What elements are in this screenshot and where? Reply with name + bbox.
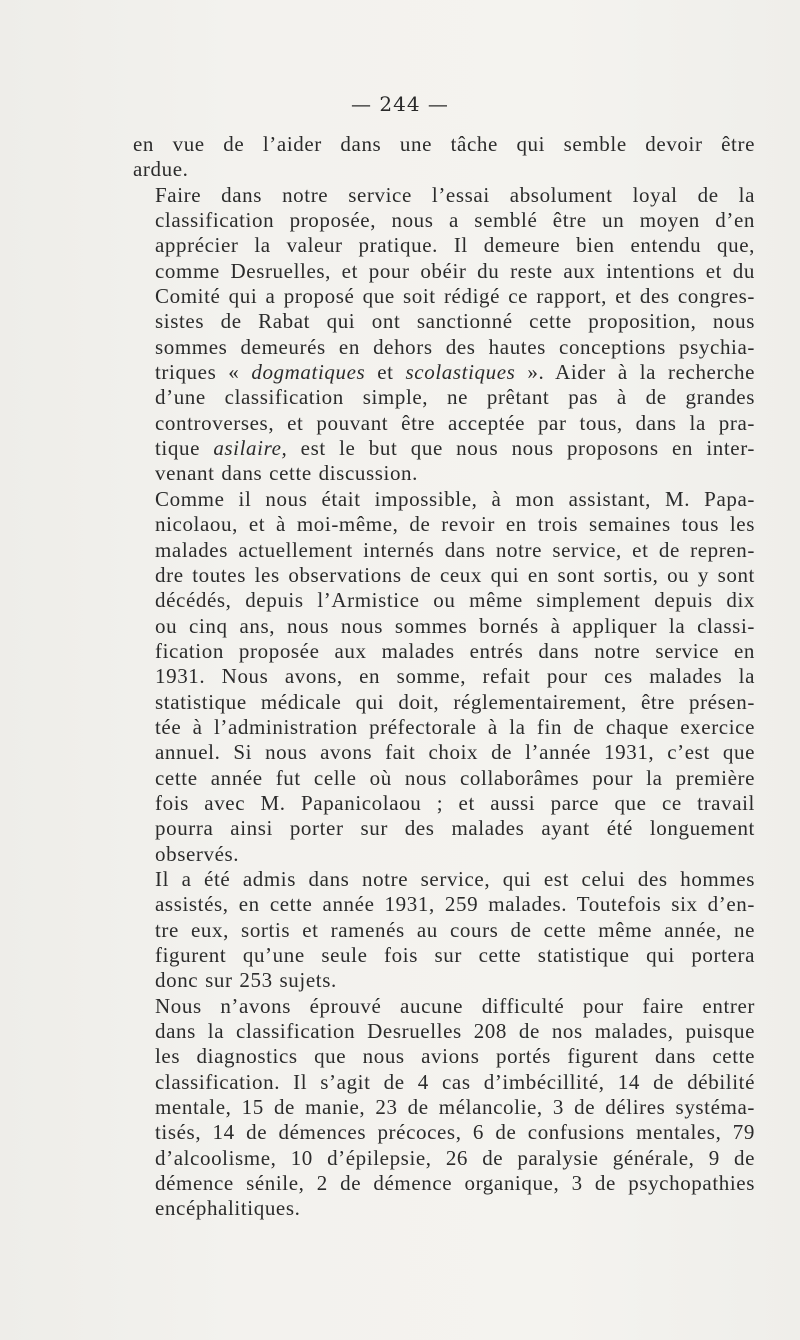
text-run: figurent qu’une seule fois sur cette statistique qui portera bbox=[155, 943, 755, 967]
text-line bbox=[133, 1044, 755, 1069]
paragraph bbox=[133, 994, 755, 1222]
italic-text: dogmatiques bbox=[251, 360, 366, 385]
text-run: fois avec M. Papanicolaou ; et aussi parce que ce travail bbox=[155, 790, 755, 815]
text-run: ». Aider à la recherche bbox=[515, 360, 755, 385]
text-run: 1931. Nous avons, en somme, refait pour ces malades la bbox=[155, 664, 755, 689]
text-run: tre eux, sortis et ramenés au cours de cette même année, ne bbox=[155, 917, 755, 942]
text-line bbox=[133, 259, 755, 284]
text-line bbox=[133, 1070, 755, 1095]
text-line bbox=[133, 233, 755, 258]
text-run: comme Desruelles, et pour obéir du reste aux intentions et du bbox=[155, 258, 755, 283]
text-run: et bbox=[365, 360, 406, 385]
text-line bbox=[133, 740, 755, 765]
text-run: donc sur 253 sujets. bbox=[155, 968, 337, 993]
text-line bbox=[133, 1196, 755, 1221]
text-run: cette année fut celle où nous collaborâmes pour la première bbox=[155, 765, 755, 790]
text-line bbox=[133, 1146, 755, 1171]
text-line bbox=[133, 1120, 755, 1145]
text-line bbox=[133, 132, 755, 157]
text-run: ou cinq ans, nous nous sommes bornés à appliquer la classi- bbox=[155, 613, 755, 638]
text-run: mentale, 15 de manie, 23 de mélancolie, 3 de délires systéma- bbox=[155, 1095, 755, 1120]
text-run: malades actuellement internés dans notre service, et de repren- bbox=[155, 537, 755, 562]
text-run: assistés, en cette année 1931, 259 malades. Toutefois six d’en- bbox=[155, 892, 755, 917]
paragraph bbox=[133, 183, 755, 487]
text-run: les diagnostics que nous avions portés figurent dans cette bbox=[155, 1044, 755, 1069]
text-run: sommes demeurés en dehors des hautes conceptions psychia- bbox=[155, 334, 755, 359]
text-run: Comme il nous était impossible, à mon assistant, M. Papa- bbox=[155, 486, 755, 511]
text-run: Faire dans notre service l’essai absolument loyal de la bbox=[155, 182, 755, 207]
text-run: d’alcoolisme, 10 d’épilepsie, 26 de paralysie générale, 9 de bbox=[155, 1145, 755, 1170]
text-run: observés. bbox=[155, 841, 240, 866]
text-run: d’une classification simple, ne prêtant pas à de grandes bbox=[155, 385, 755, 410]
text-run: tique bbox=[155, 436, 214, 461]
text-run: fication proposée aux malades entrés dans notre service en bbox=[155, 638, 755, 663]
text-run: démence sénile, 2 de démence organique, 3 de psychopathies bbox=[155, 1171, 755, 1196]
text-run: encéphalitiques. bbox=[155, 1196, 301, 1221]
text-line bbox=[133, 1171, 755, 1196]
text-line bbox=[133, 385, 755, 410]
text-run: classification. Il s’agit de 4 cas d’imbécillité, 14 de débilité bbox=[155, 1069, 755, 1094]
text-run: décédés, depuis l’Armistice ou même simplement depuis dix bbox=[155, 588, 755, 613]
text-line bbox=[133, 157, 755, 182]
text-run: Il a été admis dans notre service, qui est celui des hommes bbox=[155, 866, 755, 891]
paragraph bbox=[133, 487, 755, 867]
text-run: est le but que nous nous proposons en inter- bbox=[287, 436, 755, 461]
text-line bbox=[133, 436, 755, 461]
italic-text: asilaire, bbox=[213, 436, 288, 461]
text-line bbox=[133, 867, 755, 892]
italic-text: scolastiques bbox=[405, 360, 516, 385]
text-line bbox=[133, 183, 755, 208]
text-line bbox=[133, 994, 755, 1019]
text-line bbox=[133, 664, 755, 689]
text-line bbox=[133, 360, 755, 385]
text-run: annuel. Si nous avons fait choix de l’année 1931, c’est que bbox=[155, 740, 755, 765]
paragraph bbox=[133, 867, 755, 994]
text-line bbox=[133, 563, 755, 588]
text-run: venant dans cette discussion. bbox=[155, 461, 419, 486]
text-run: Nous n’avons éprouvé aucune difficulté pour faire entrer bbox=[155, 993, 755, 1018]
text-run: ardue. bbox=[133, 157, 189, 182]
text-run: pourra ainsi porter sur des malades ayant été longuement bbox=[155, 816, 755, 841]
text-line bbox=[133, 918, 755, 943]
text-line bbox=[133, 1019, 755, 1044]
body-text bbox=[133, 132, 755, 1222]
text-line bbox=[133, 614, 755, 639]
text-run: controverses, et pouvant être acceptée par tous, dans la pra- bbox=[155, 410, 755, 435]
text-line bbox=[133, 588, 755, 613]
text-line bbox=[133, 284, 755, 309]
text-run: apprécier la valeur pratique. Il demeure bien entendu que, bbox=[155, 233, 755, 258]
text-line bbox=[133, 538, 755, 563]
text-line bbox=[133, 816, 755, 841]
text-line bbox=[133, 208, 755, 233]
text-run: dans la classification Desruelles 208 de nos malades, puisque bbox=[155, 1019, 755, 1044]
text-line bbox=[133, 690, 755, 715]
text-run: nicolaou, et à moi-même, de revoir en trois semaines tous les bbox=[155, 512, 755, 537]
text-run: Comité qui a proposé que soit rédigé ce rapport, et des congres- bbox=[155, 284, 755, 309]
text-line bbox=[133, 411, 755, 436]
text-run: tée à l’administration préfectorale à la fin de chaque exercice bbox=[155, 714, 755, 739]
page-number: — 244 — bbox=[351, 92, 449, 116]
paragraph bbox=[133, 132, 755, 183]
text-line bbox=[133, 512, 755, 537]
text-line bbox=[133, 943, 755, 968]
text-run: triques « bbox=[155, 360, 252, 385]
text-line bbox=[133, 461, 755, 486]
text-run: tisés, 14 de démences précoces, 6 de confusions mentales, 79 bbox=[155, 1120, 755, 1145]
text-line bbox=[133, 639, 755, 664]
text-line bbox=[133, 715, 755, 740]
text-line bbox=[133, 1095, 755, 1120]
text-line bbox=[133, 766, 755, 791]
text-run: sistes de Rabat qui ont sanctionné cette proposition, nous bbox=[155, 309, 755, 334]
text-line bbox=[133, 309, 755, 334]
text-run: classification proposée, nous a semblé être un moyen d’en bbox=[155, 208, 755, 233]
text-line bbox=[133, 968, 755, 993]
text-line bbox=[133, 487, 755, 512]
text-run: dre toutes les observations de ceux qui en sont sortis, ou y sont bbox=[155, 562, 755, 587]
text-line bbox=[133, 892, 755, 917]
text-line bbox=[133, 842, 755, 867]
text-line bbox=[133, 791, 755, 816]
text-run: statistique médicale qui doit, réglementairement, être présen- bbox=[155, 689, 755, 714]
text-run: en vue de l’aider dans une tâche qui semble devoir être bbox=[133, 132, 755, 156]
text-line bbox=[133, 335, 755, 360]
